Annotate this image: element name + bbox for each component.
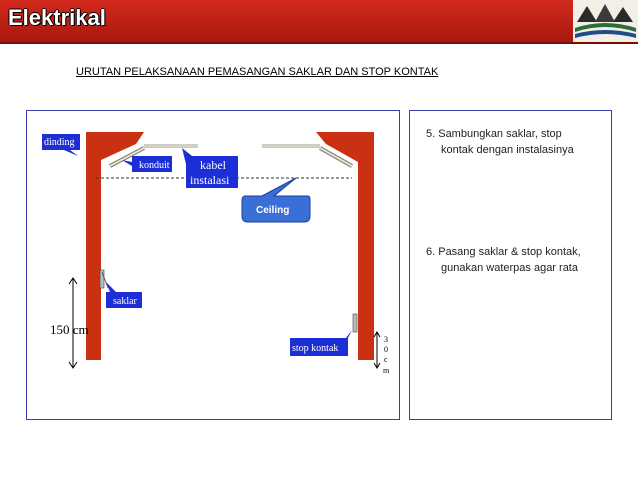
step-6 [426, 244, 581, 276]
step-5 [426, 126, 574, 158]
dinding-label: dinding [44, 137, 75, 148]
installation-diagram [26, 110, 398, 418]
right-wall [316, 132, 374, 360]
konduit-label: konduit [139, 160, 170, 171]
step-6-line2: gunakan waterpas agar rata [441, 262, 578, 274]
step-5-line1: 5. Sambungkan saklar, stop [426, 128, 562, 140]
stop-kontak-label: stop kontak [292, 343, 339, 354]
kabel-label-line2: instalasi [190, 173, 230, 187]
height-30-label-m: m [383, 366, 390, 375]
ceiling-label: Ceiling [256, 205, 290, 216]
height-30-label-3: 3 [384, 335, 388, 344]
socket-device [353, 314, 357, 332]
height-150-label: 150 cm [50, 322, 89, 337]
step-6-line1: 6. Pasang saklar & stop kontak, [426, 246, 581, 258]
saklar-label: saklar [113, 296, 137, 307]
height-30-label-c: c [384, 355, 388, 364]
header-title: Elektrikal [8, 5, 106, 30]
height-30-label-0: 0 [384, 345, 388, 354]
kabel-label-line1: kabel [200, 158, 226, 172]
institution-logo-icon [573, 0, 638, 42]
header-bar [0, 0, 638, 44]
step-5-line2: kontak dengan instalasinya [441, 144, 574, 156]
slide-title: URUTAN PELAKSANAAN PEMASANGAN SAKLAR DAN STOP KONTAK [76, 66, 439, 78]
